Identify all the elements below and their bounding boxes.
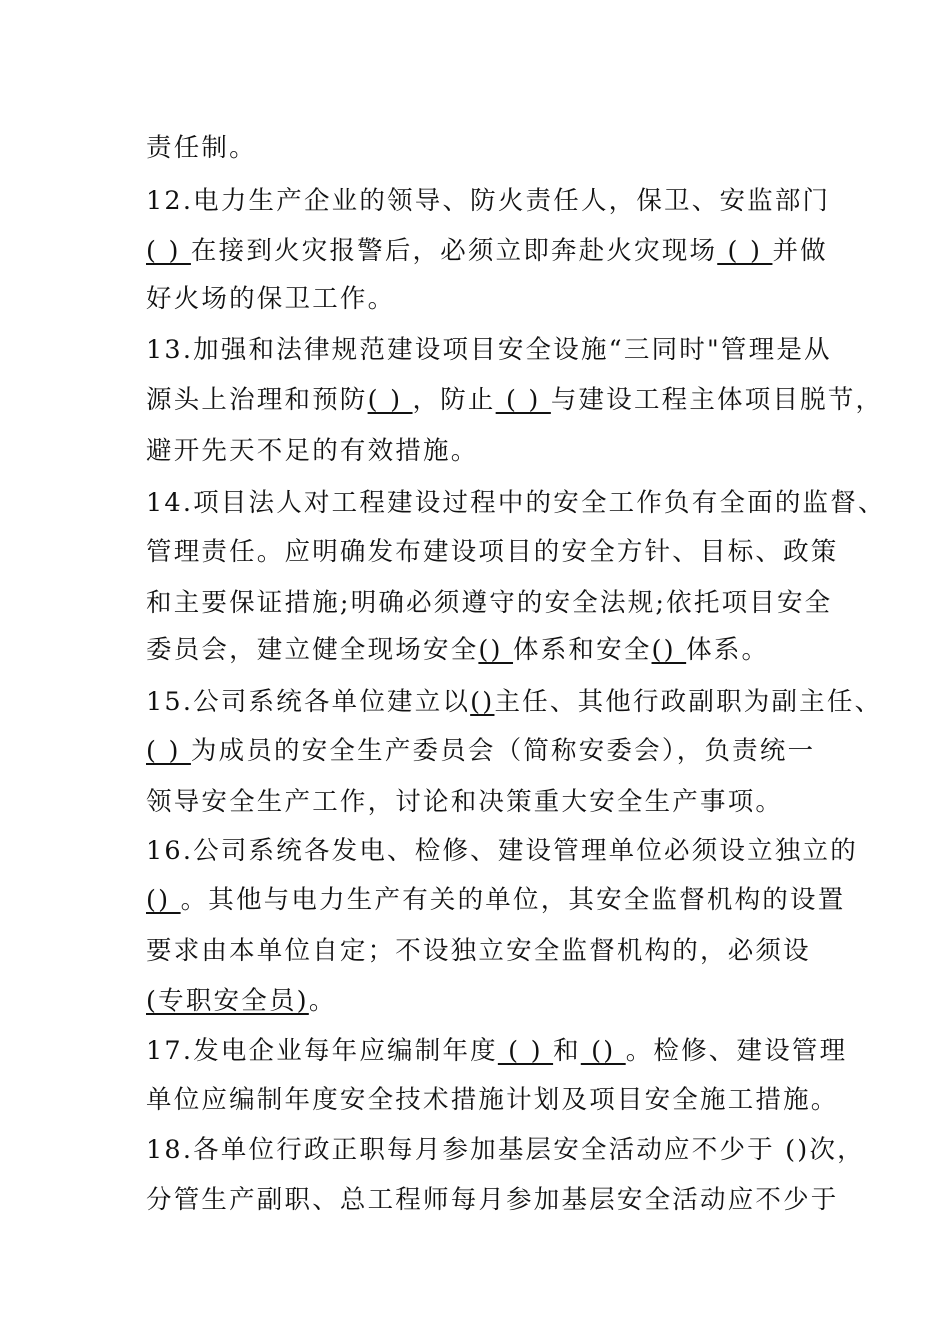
answer-blank: (专职安全员)	[146, 986, 309, 1016]
text-line	[146, 279, 395, 319]
text-segment: 。其他与电力生产有关的单位，其安全监督机构的设置	[180, 885, 846, 915]
text-line	[146, 931, 811, 971]
text-line	[146, 831, 858, 871]
text-segment: 和	[553, 1036, 581, 1066]
answer-blank: ()	[580, 1036, 626, 1066]
text-segment: 为成员的安全生产委员会（简称安委会），负责统一	[190, 736, 816, 766]
text-line	[146, 231, 828, 271]
text-segment: 17.发电企业每年应编制年度	[146, 1036, 498, 1066]
answer-blank: ()	[478, 635, 514, 665]
text-line	[146, 431, 478, 471]
text-line	[146, 880, 845, 920]
answer-blank: ( )	[146, 236, 191, 266]
text-segment: 分管生产副职、总工程师每月参加基层安全活动应不少于	[146, 1185, 839, 1215]
text-line	[146, 1180, 839, 1220]
text-line	[146, 782, 783, 822]
answer-blank: ( )	[367, 385, 413, 415]
text-segment: 。检修、建设管理	[625, 1036, 848, 1066]
text-segment: 要求由本单位自定；不设独立安全监督机构的，必须设	[146, 936, 811, 966]
text-segment: 领导安全生产工作，讨论和决策重大安全生产事项。	[146, 787, 784, 817]
text-segment: ，防止	[412, 385, 496, 415]
text-segment: 体系。	[686, 635, 770, 665]
text-segment: 和主要保证措施;明确必须遵守的安全法规;依托项目安全	[146, 588, 833, 618]
text-line	[146, 181, 830, 221]
text-line	[146, 1130, 865, 1170]
text-segment: 12.电力生产企业的领导、防火责任人，保卫、安监部门	[146, 186, 831, 216]
text-segment: 单位应编制年度安全技术措施计划及项目安全施工措施。	[146, 1085, 839, 1115]
text-segment: 在接到火灾报警后，必须立即奔赴火灾现场	[190, 236, 718, 266]
text-segment: 13.加强和法律规范建设项目安全设施“三同时"管理是从	[146, 335, 832, 365]
text-line	[146, 981, 337, 1021]
text-segment: 16.公司系统各发电、检修、建设管理单位必须设立独立的	[146, 836, 858, 866]
answer-blank: ( )	[497, 1036, 554, 1066]
answer-blank: ()	[651, 635, 687, 665]
answer-blank: ()	[470, 687, 495, 717]
text-line	[146, 483, 886, 523]
text-segment: 18.各单位行政正职每月参加基层安全活动应不少于 ()次，	[146, 1135, 865, 1165]
text-segment: 与建设工程主体项目脱节，	[550, 385, 884, 415]
text-line	[146, 682, 882, 722]
text-segment: 14.项目法人对工程建设过程中的安全工作负有全面的监督、	[146, 488, 886, 518]
text-line	[146, 1031, 847, 1071]
answer-blank: ( )	[495, 385, 551, 415]
text-line	[146, 330, 832, 370]
text-segment: 并做	[772, 236, 828, 266]
text-line	[146, 731, 815, 771]
answer-blank: ()	[146, 885, 181, 915]
text-segment: 主任、其他行政副职为副主任、	[494, 687, 883, 717]
text-segment: 管理责任。应明确发布建设项目的安全方针、目标、政策	[146, 537, 839, 567]
text-segment: 好火场的保卫工作。	[146, 284, 396, 314]
text-segment: 责任制。	[146, 133, 257, 163]
text-line	[146, 380, 883, 420]
text-line	[146, 583, 832, 623]
answer-blank: ( )	[146, 736, 191, 766]
text-line	[146, 630, 769, 670]
text-segment: 15.公司系统各单位建立以	[146, 687, 471, 717]
answer-blank: ( )	[717, 236, 773, 266]
text-segment: 避开先天不足的有效措施。	[146, 436, 479, 466]
text-segment: 源头上治理和预防	[146, 385, 368, 415]
text-line	[146, 128, 257, 168]
text-segment: 委员会，建立健全现场安全	[146, 635, 479, 665]
text-line	[146, 1080, 839, 1120]
text-segment: 。	[308, 986, 337, 1016]
text-line	[146, 532, 839, 572]
text-segment: 体系和安全	[513, 635, 652, 665]
